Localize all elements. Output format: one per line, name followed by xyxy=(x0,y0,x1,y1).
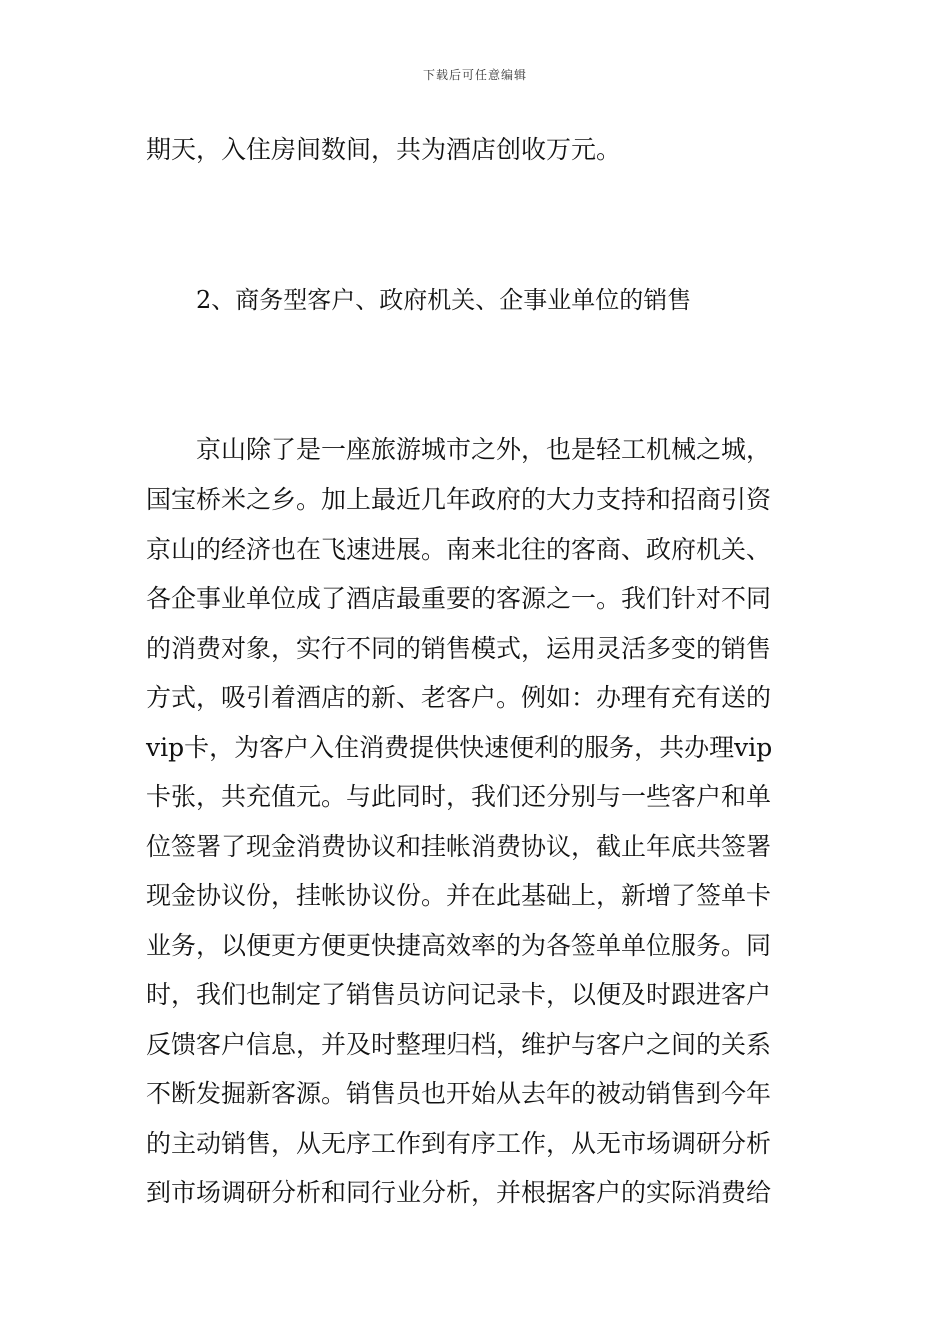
paragraph-line: 业务，以便更方便更快捷高效率的为各签单单位服务。同 xyxy=(146,931,772,960)
text-line: 期天，入住房间数间，共为酒店创收万元。 xyxy=(146,135,622,164)
paragraph-line: 现金协议份，挂帐协议份。并在此基础上，新增了签单卡 xyxy=(146,881,772,910)
paragraph-line: 时，我们也制定了销售员访问记录卡，以便及时跟进客户 xyxy=(146,980,772,1009)
paragraph-line: 卡张，共充值元。与此同时，我们还分别与一些客户和单 xyxy=(146,782,772,811)
paragraph-line: 到市场调研分析和同行业分析，并根据客户的实际消费给 xyxy=(146,1178,772,1207)
paragraph-line: 不断发掘新客源。销售员也开始从去年的被动销售到今年 xyxy=(146,1079,772,1108)
paragraph-line: 的消费对象，实行不同的销售模式，运用灵活多变的销售 xyxy=(146,634,772,663)
paragraph-line: 各企事业单位成了酒店最重要的客源之一。我们针对不同 xyxy=(146,584,772,613)
section-heading: 2、商务型客户、政府机关、企事业单位的销售 xyxy=(196,286,692,314)
paragraph-line: 位签署了现金消费协议和挂帐消费协议，截止年底共签署 xyxy=(146,832,772,861)
page-header: 下载后可任意编辑 xyxy=(422,68,527,82)
paragraph-line: 反馈客户信息，并及时整理归档，维护与客户之间的关系 xyxy=(146,1030,772,1059)
paragraph-line: 国宝桥米之乡。加上最近几年政府的大力支持和招商引资 xyxy=(146,485,772,514)
paragraph-line: 京山除了是一座旅游城市之外，也是轻工机械之城， xyxy=(196,435,772,464)
paragraph-line: vip卡，为客户入住消费提供快速便利的服务，共办理vip xyxy=(146,733,773,762)
paragraph-line: 方式，吸引着酒店的新、老客户。例如：办理有充有送的 xyxy=(146,683,772,712)
paragraph-line: 京山的经济也在飞速进展。南来北往的客商、政府机关、 xyxy=(146,535,772,564)
paragraph-line: 的主动销售，从无序工作到有序工作，从无市场调研分析 xyxy=(146,1129,772,1158)
